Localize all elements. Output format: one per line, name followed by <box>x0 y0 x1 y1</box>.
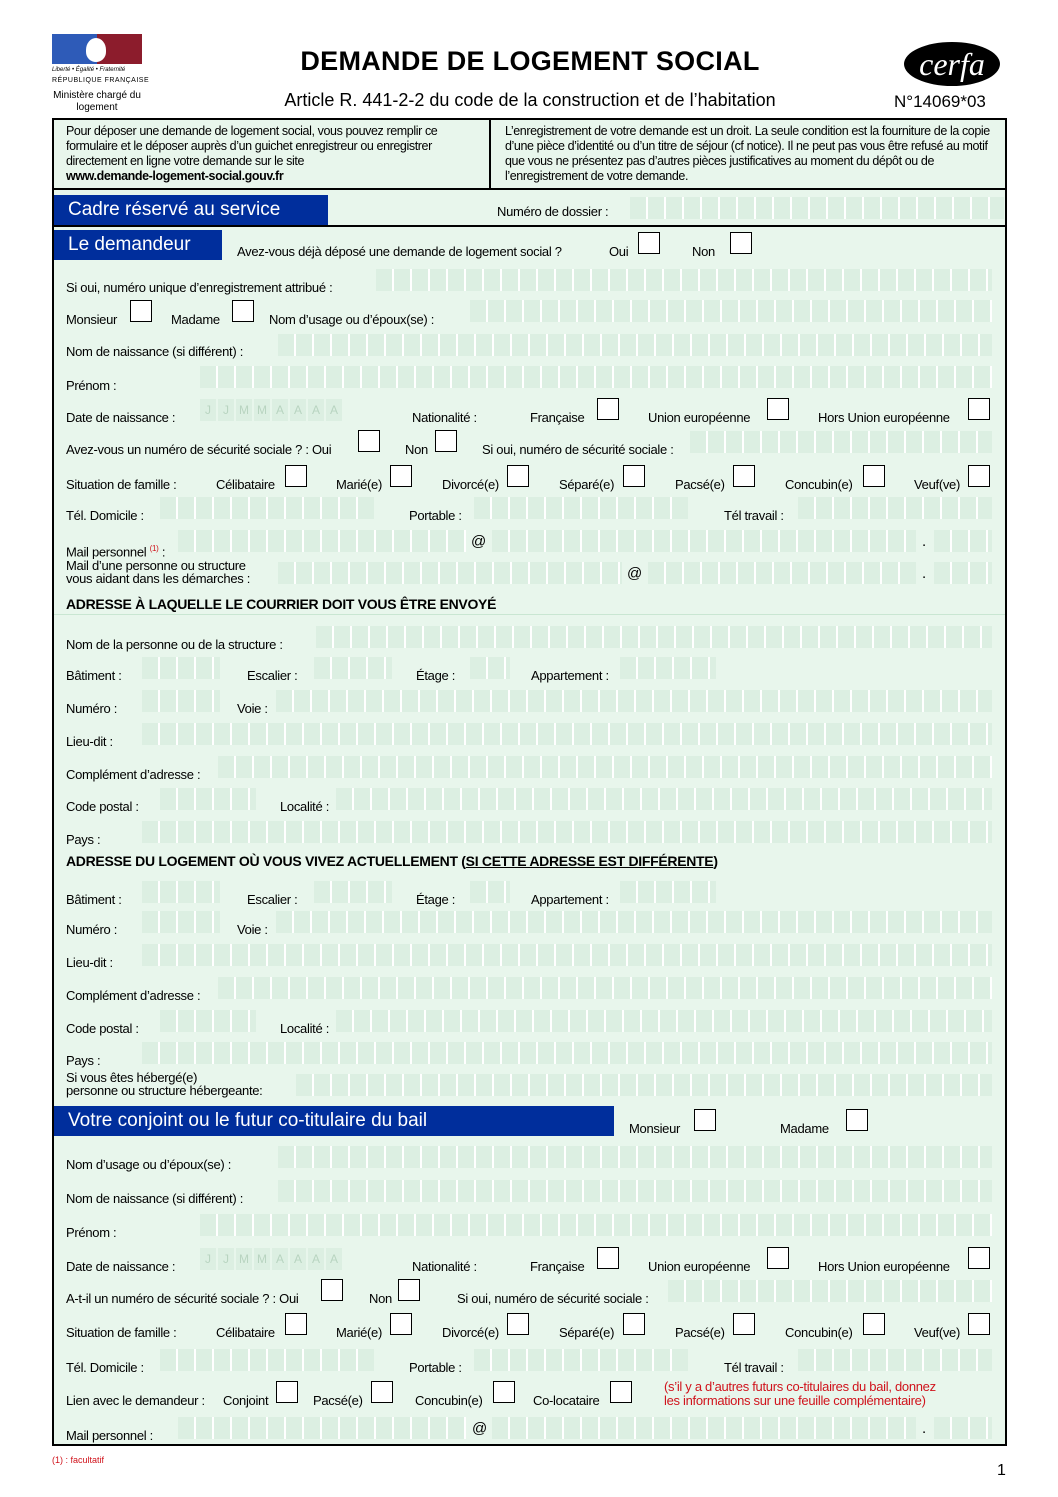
courrier-localite-label: Localité : <box>280 799 330 814</box>
already-filed-label: Avez-vous déjà déposé une demande de logement social ? <box>237 244 562 259</box>
date-placeholder-char: A <box>326 399 342 421</box>
courrier-appartement-label: Appartement : <box>531 668 609 683</box>
portable-field[interactable] <box>474 497 688 519</box>
courrier-pays-label: Pays : <box>66 832 101 847</box>
conjoint-pacse-label: Pacsé(e) <box>675 1325 725 1340</box>
nom-usage-label: Nom d’usage ou d’époux(se) : <box>269 312 435 327</box>
conjoint-date-naissance-field[interactable] <box>200 1248 344 1270</box>
page-title: DEMANDE DE LOGEMENT SOCIAL <box>300 46 760 76</box>
lien-colocataire-label: Co-locataire <box>533 1393 600 1408</box>
nom-naissance-field[interactable] <box>278 334 992 356</box>
secu-non-checkbox[interactable] <box>435 430 457 452</box>
heberge-line2: personne ou structure hébergeante: <box>66 1083 263 1098</box>
conjoint-prenom-label: Prénom : <box>66 1225 117 1240</box>
marie-checkbox[interactable] <box>390 465 412 487</box>
conjoint-pacse-checkbox[interactable] <box>733 1313 755 1335</box>
divorce-checkbox[interactable] <box>507 465 529 487</box>
logement-code-postal-label: Code postal : <box>66 1021 139 1036</box>
numero-unique-label: Si oui, numéro unique d’enregistrement attribué : <box>66 280 333 295</box>
conjoint-band: Votre conjoint ou le futur co-titulaire du bail <box>54 1106 614 1136</box>
lien-pacse-checkbox[interactable] <box>371 1381 393 1403</box>
cotitulaire-note <box>664 1380 936 1408</box>
veuf-checkbox[interactable] <box>968 465 990 487</box>
conjoint-marie-checkbox[interactable] <box>390 1313 412 1335</box>
conjoint-portable-field[interactable] <box>474 1349 688 1371</box>
tel-travail-field[interactable] <box>798 497 992 519</box>
numero-unique-field[interactable] <box>376 269 992 291</box>
conjoint-divorce-label: Divorcé(e) <box>442 1325 499 1340</box>
date-placeholder-char: A <box>290 399 306 421</box>
date-placeholder-char: A <box>272 1248 288 1270</box>
situation-label: Situation de famille : <box>66 477 177 492</box>
conjoint-monsieur-label: Monsieur <box>629 1121 681 1136</box>
conjoint-marie-label: Marié(e) <box>336 1325 382 1340</box>
lien-concubin-label: Concubin(e) <box>415 1393 483 1408</box>
logement-escalier-label: Escalier : <box>247 892 298 907</box>
date-naissance-field[interactable] <box>200 399 344 421</box>
monsieur-checkbox[interactable] <box>130 300 152 322</box>
conjoint-mail-user-field[interactable] <box>178 1417 466 1439</box>
date-placeholder-char: J <box>218 1248 234 1270</box>
conjoint-prenom-field[interactable] <box>200 1214 992 1236</box>
date-placeholder-char: M <box>236 1248 252 1270</box>
conjoint-secu-non-label: Non <box>369 1291 392 1306</box>
nom-usage-field[interactable] <box>470 300 992 322</box>
conjoint-hors-ue-checkbox[interactable] <box>968 1247 990 1269</box>
service-band: Cadre réservé au service <box>54 195 328 225</box>
already-filed-oui-label: Oui <box>609 244 629 259</box>
conjoint-madame-label: Madame <box>780 1121 829 1136</box>
heberge-line1: Si vous êtes hébergé(e) <box>66 1070 198 1085</box>
secu-non-label: Non <box>405 442 428 457</box>
courrier-numero-label: Numéro : <box>66 701 118 716</box>
logement-etage-label: Étage : <box>416 892 456 907</box>
conjoint-nationalite-label: Nationalité : <box>412 1259 477 1274</box>
pacse-label: Pacsé(e) <box>675 477 725 492</box>
intro-right <box>491 120 1005 190</box>
conjoint-veuf-checkbox[interactable] <box>968 1313 990 1335</box>
conjoint-francaise-label: Française <box>530 1259 585 1274</box>
cotitulaire-note-line1: (s’il y a d’autres futurs co-titulaires du bail, donnez <box>664 1379 936 1394</box>
logement-heading <box>66 853 718 869</box>
courrier-complement-field[interactable] <box>218 756 992 778</box>
logement-numero-label: Numéro : <box>66 922 118 937</box>
conjoint-concubin-label: Concubin(e) <box>785 1325 853 1340</box>
courrier-appartement-field[interactable] <box>620 657 716 679</box>
conjoint-secu-number-field[interactable] <box>668 1280 992 1302</box>
prenom-label: Prénom : <box>66 378 117 393</box>
date-placeholder-char: J <box>200 399 216 421</box>
date-placeholder-char: M <box>254 399 270 421</box>
courrier-escalier-label: Escalier : <box>247 668 298 683</box>
courrier-numero-field[interactable] <box>142 690 220 712</box>
mail-label-colon: : <box>161 544 166 560</box>
tel-travail-label: Tél travail : <box>724 508 784 523</box>
already-filed-non-label: Non <box>692 244 715 259</box>
tel-domicile-field[interactable] <box>160 497 374 519</box>
mail-aide-domain-field[interactable] <box>648 562 916 584</box>
cotitulaire-note-line2: les informations sur une feuille complémentaire) <box>664 1393 926 1408</box>
conjoint-mail-tld-field[interactable] <box>934 1417 992 1439</box>
mail-dot: . <box>922 533 927 550</box>
conjoint-date-naissance-label: Date de naissance : <box>66 1259 176 1274</box>
courrier-voie-field[interactable] <box>276 690 992 712</box>
lien-label: Lien avec le demandeur : <box>66 1393 205 1408</box>
conjoint-mail-dot: . <box>922 1420 927 1437</box>
lien-pacse-label: Pacsé(e) <box>313 1393 363 1408</box>
courrier-batiment-label: Bâtiment : <box>66 668 122 683</box>
republic-label: RÉPUBLIQUE FRANÇAISE <box>52 77 150 84</box>
courrier-etage-field[interactable] <box>470 657 510 679</box>
conjoint-tel-domicile-field[interactable] <box>160 1349 374 1371</box>
mail-aide-line1: Mail d’une personne ou structure <box>66 558 246 573</box>
already-filed-oui-checkbox[interactable] <box>638 232 660 254</box>
logement-batiment-label: Bâtiment : <box>66 892 122 907</box>
date-placeholder-char: J <box>218 399 234 421</box>
ue-label: Union européenne <box>648 410 751 425</box>
page-subtitle: Article R. 441-2-2 du code de la construction et de l’habitation <box>284 90 776 110</box>
courrier-complement-label: Complément d’adresse : <box>66 767 201 782</box>
hors-ue-label: Hors Union européenne <box>818 410 950 425</box>
courrier-heading-bg <box>54 614 1005 615</box>
ministry-label: Ministère chargé du logement <box>53 90 141 113</box>
mail-domain-field[interactable] <box>492 530 916 552</box>
mail-label <box>66 541 165 559</box>
conjoint-ue-label: Union européenne <box>648 1259 751 1274</box>
logement-appartement-field[interactable] <box>620 881 716 903</box>
conjoint-secu-si-oui-label: Si oui, numéro de sécurité sociale : <box>457 1291 649 1306</box>
ministry-motto: Liberté • Égalité • Fraternité <box>52 67 126 73</box>
marie-label: Marié(e) <box>336 477 382 492</box>
logement-voie-label: Voie : <box>237 922 268 937</box>
date-placeholder-char: A <box>308 1248 324 1270</box>
logement-voie-field[interactable] <box>276 911 992 933</box>
portable-label: Portable : <box>409 508 462 523</box>
logement-localite-field[interactable] <box>336 1010 992 1032</box>
conjoint-nom-usage-field[interactable] <box>278 1146 992 1168</box>
concubin-checkbox[interactable] <box>863 465 885 487</box>
conjoint-hors-ue-label: Hors Union européenne <box>818 1259 950 1274</box>
lien-conjoint-label: Conjoint <box>223 1393 269 1408</box>
logement-etage-field[interactable] <box>470 881 510 903</box>
conjoint-separe-checkbox[interactable] <box>623 1313 645 1335</box>
conjoint-tel-domicile-label: Tél. Domicile : <box>66 1360 144 1375</box>
date-placeholder-char: J <box>200 1248 216 1270</box>
courrier-pays-field[interactable] <box>142 821 992 843</box>
mail-aide-dot: . <box>922 565 927 582</box>
mail-aide-at-sign: @ <box>627 565 643 582</box>
date-placeholder-char: A <box>308 399 324 421</box>
mail-aide-user-field[interactable] <box>278 562 622 584</box>
cerfa-logo <box>904 42 1000 86</box>
mail-user-field[interactable] <box>178 530 466 552</box>
date-placeholder-char: A <box>326 1248 342 1270</box>
conjoint-francaise-checkbox[interactable] <box>597 1247 619 1269</box>
conjoint-secu-non-checkbox[interactable] <box>398 1279 420 1301</box>
courrier-batiment-field[interactable] <box>142 657 220 679</box>
conjoint-tel-travail-label: Tél travail : <box>724 1360 784 1375</box>
dossier-number-field[interactable] <box>630 197 1004 219</box>
logement-code-postal-field[interactable] <box>160 1010 256 1032</box>
secu-oui-checkbox[interactable] <box>358 430 380 452</box>
courrier-code-postal-field[interactable] <box>160 788 256 810</box>
courrier-heading: ADRESSE À LAQUELLE LE COURRIER DOIT VOUS ÊTRE ENVOYÉ <box>66 596 497 612</box>
separe-checkbox[interactable] <box>623 465 645 487</box>
conjoint-divorce-checkbox[interactable] <box>507 1313 529 1335</box>
conjoint-ue-checkbox[interactable] <box>767 1247 789 1269</box>
date-naissance-label: Date de naissance : <box>66 410 176 425</box>
intro-left <box>54 120 491 190</box>
monsieur-label: Monsieur <box>66 312 118 327</box>
secu-question-label: Avez-vous un numéro de sécurité sociale ? : Oui <box>66 442 332 457</box>
date-placeholder-char: M <box>254 1248 270 1270</box>
hors-ue-checkbox[interactable] <box>968 398 990 420</box>
conjoint-mail-at-sign: @ <box>472 1420 488 1437</box>
page-number: 1 <box>997 1462 1006 1479</box>
conjoint-concubin-checkbox[interactable] <box>863 1313 885 1335</box>
logement-complement-label: Complément d’adresse : <box>66 988 201 1003</box>
logement-heading-c: ) <box>713 853 718 869</box>
concubin-label: Concubin(e) <box>785 477 853 492</box>
date-placeholder-char: A <box>290 1248 306 1270</box>
intro-left-text: Pour déposer une demande de logement social, vous pouvez remplir ce formulaire et le déposer auprès d’un guichet enregistreur ou enregistrer directement en ligne votre demande sur le site <box>66 124 438 168</box>
logement-heading-b: SI CETTE ADRESSE EST DIFFÉRENTE <box>465 853 714 869</box>
conjoint-nom-naissance-field[interactable] <box>278 1180 992 1202</box>
logement-numero-field[interactable] <box>142 911 220 933</box>
logement-complement-field[interactable] <box>218 977 992 999</box>
nom-naissance-label: Nom de naissance (si différent) : <box>66 344 244 359</box>
heberge-field[interactable] <box>296 1074 992 1096</box>
courrier-voie-label: Voie : <box>237 701 268 716</box>
logement-pays-field[interactable] <box>142 1042 992 1064</box>
logement-lieu-dit-field[interactable] <box>142 944 992 966</box>
logement-escalier-field[interactable] <box>314 881 392 903</box>
footnote: (1) : facultatif <box>52 1455 105 1465</box>
date-placeholder-char: M <box>236 399 252 421</box>
conjoint-secu-question-label: A-t-il un numéro de sécurité sociale ? : Oui <box>66 1291 299 1306</box>
secu-number-field[interactable] <box>690 431 992 453</box>
service-row-border <box>54 225 1005 227</box>
prenom-field[interactable] <box>200 366 992 388</box>
courrier-nom-structure-field[interactable] <box>316 626 992 648</box>
courrier-etage-label: Étage : <box>416 668 456 683</box>
mail-aide-tld-field[interactable] <box>934 562 992 584</box>
mail-aide-label <box>66 559 250 585</box>
already-filed-non-checkbox[interactable] <box>730 232 752 254</box>
madame-label: Madame <box>171 312 220 327</box>
demandeur-band: Le demandeur <box>54 230 222 260</box>
logement-localite-label: Localité : <box>280 1021 330 1036</box>
conjoint-nom-naissance-label: Nom de naissance (si différent) : <box>66 1191 244 1206</box>
divorce-label: Divorcé(e) <box>442 477 499 492</box>
intro-right-text: L’enregistrement de votre demande est un droit. La seule condition est la fourniture de la copie d’une pièce d’identité ou d’un titre de séjour (cf notice). Il ne peut pas vous être refusé au motif que vous ne présentez pas d’autres pièces justificatives au moment du dépôt ou de l’enregistrement de votre demande. <box>505 124 990 183</box>
courrier-lieu-dit-label: Lieu-dit : <box>66 734 113 749</box>
francaise-checkbox[interactable] <box>597 398 619 420</box>
pacse-checkbox[interactable] <box>733 465 755 487</box>
dossier-label: Numéro de dossier : <box>497 204 609 219</box>
logement-pays-label: Pays : <box>66 1053 101 1068</box>
courrier-nom-structure-label: Nom de la personne ou de la structure : <box>66 637 283 652</box>
courrier-escalier-field[interactable] <box>314 657 392 679</box>
tel-domicile-label: Tél. Domicile : <box>66 508 144 523</box>
logement-batiment-field[interactable] <box>142 881 220 903</box>
lien-colocataire-checkbox[interactable] <box>610 1381 632 1403</box>
logement-lieu-dit-label: Lieu-dit : <box>66 955 113 970</box>
conjoint-monsieur-checkbox[interactable] <box>694 1109 716 1131</box>
conjoint-celibataire-checkbox[interactable] <box>285 1313 307 1335</box>
conjoint-portable-label: Portable : <box>409 1360 462 1375</box>
courrier-localite-field[interactable] <box>336 788 992 810</box>
logement-appartement-label: Appartement : <box>531 892 609 907</box>
mail-aide-line2: vous aidant dans les démarches : <box>66 571 251 586</box>
conjoint-separe-label: Séparé(e) <box>559 1325 615 1340</box>
veuf-label: Veuf(ve) <box>914 477 961 492</box>
secu-si-oui-label: Si oui, numéro de sécurité sociale : <box>482 442 674 457</box>
celibataire-checkbox[interactable] <box>285 465 307 487</box>
logement-heading-a: ADRESSE DU LOGEMENT OÙ VOUS VIVEZ ACTUELLEMENT ( <box>66 853 466 869</box>
conjoint-celibataire-label: Célibataire <box>216 1325 275 1340</box>
nationalite-label: Nationalité : <box>412 410 477 425</box>
mail-note-ref: (1) <box>149 544 159 553</box>
separe-label: Séparé(e) <box>559 477 615 492</box>
date-placeholder-char: A <box>272 399 288 421</box>
celibataire-label: Célibataire <box>216 477 275 492</box>
madame-checkbox[interactable] <box>232 300 254 322</box>
cerfa-number: N°14069*03 <box>894 92 986 111</box>
lien-concubin-checkbox[interactable] <box>493 1381 515 1403</box>
conjoint-nom-usage-label: Nom d’usage ou d’époux(se) : <box>66 1157 232 1172</box>
cerfa-logo-text: cerfa <box>919 46 985 82</box>
mail-label-text: Mail personnel <box>66 544 147 560</box>
conjoint-mail-domain-field[interactable] <box>492 1417 916 1439</box>
conjoint-veuf-label: Veuf(ve) <box>914 1325 961 1340</box>
conjoint-secu-oui-checkbox[interactable] <box>321 1279 343 1301</box>
francaise-label: Française <box>530 410 585 425</box>
ue-checkbox[interactable] <box>767 398 789 420</box>
conjoint-tel-travail-field[interactable] <box>798 1349 992 1371</box>
conjoint-madame-checkbox[interactable] <box>846 1109 868 1131</box>
courrier-code-postal-label: Code postal : <box>66 799 139 814</box>
heberge-label <box>66 1071 263 1097</box>
intro-url[interactable]: www.demande-logement-social.gouv.fr <box>66 169 284 183</box>
courrier-lieu-dit-field[interactable] <box>142 723 992 745</box>
mail-at-sign: @ <box>471 533 487 550</box>
conjoint-mail-label: Mail personnel : <box>66 1428 153 1443</box>
lien-conjoint-checkbox[interactable] <box>276 1381 298 1403</box>
mail-tld-field[interactable] <box>934 530 992 552</box>
conjoint-situation-label: Situation de famille : <box>66 1325 177 1340</box>
